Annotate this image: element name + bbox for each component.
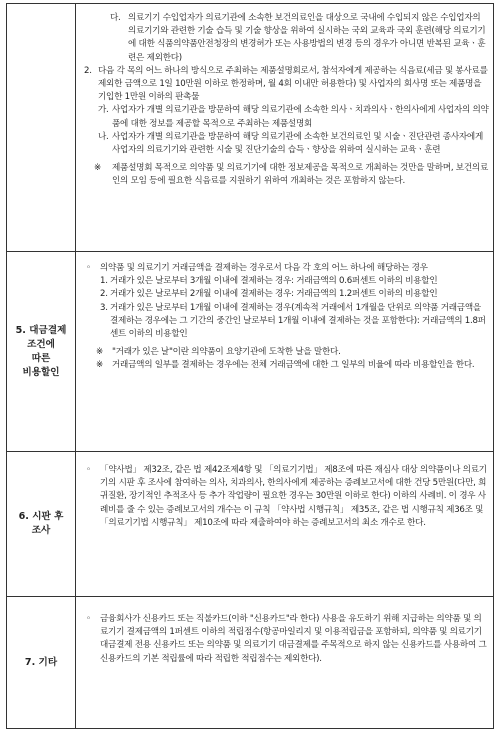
row-content-cell	[76, 252, 494, 452]
row-label-line: 따른	[31, 352, 51, 364]
row-label-line: 7. 기타	[24, 656, 58, 668]
item-text: 금융회사가 신용카드 또는 직불카드(이하 "신용카드"라 한다) 사용을 유도하기 위해 지급하는 의약품 및 의료기기 결제금액의 1퍼센트 이하의 적립점수(항공마일리지 및 이용적립금을 포함하되, 의약품 및 의료기기 대금결제 전용 신용카드 또는 의약품 및 의료기기 대금결제를 주목적으로 하지 않는 신용카드를 사용하여 그 신용카드의 기본 적립률에 따라 적립한 적립점수는 제외한다).	[100, 614, 487, 664]
row-label-cell	[7, 597, 76, 729]
list-item	[80, 613, 489, 666]
table-row	[7, 452, 494, 597]
item-marker: 2.	[100, 289, 108, 300]
table-row	[7, 4, 494, 252]
row-label-line: 조사	[31, 525, 51, 536]
item-text: 사업자가 개별 의료기관을 방문하여 해당 의료기관에 소속한 의사ㆍ치과의사ㆍ한의사에게 사업자의 의약품에 대한 정보를 제공할 목적으로 주최하는 제품설명회	[112, 105, 489, 129]
item-text: 「약사법」 제32조, 같은 법 제42조제4항 및 「의료기기법」 제8조에 따른 재심사 대상 의약품이나 의료기기의 시판 후 조사에 참여하는 의사, 치과의사, 한의사에게 제공하는 증례보고서에 대한 건당 5만원(다만, 희귀질환, 장기적인 추적조사 등 추가 작업량이 필요한 경우는 30만원 이하로 한다) 이하의 사례비. 이 경우 사례비를 줄 수 있는 증례보고서의 개수는 이 규칙 「약사법 시행규칙」 제35조, 같은 법 시행규칙 제36조 및 「의료기기법 시행규칙」 제10조에 따라 제출하여야 하는 증례보고서의 최소 개수로 한다.	[100, 465, 487, 528]
row-label-cell	[7, 452, 76, 597]
item-marker: ◦	[86, 263, 91, 273]
item-marker: 나.	[98, 131, 109, 142]
row-content-cell	[76, 4, 494, 252]
item-marker: 3.	[100, 302, 108, 313]
row-label-cell	[7, 4, 76, 252]
note-marker: ※	[96, 360, 103, 371]
table-row	[7, 597, 494, 729]
item-marker: 가.	[98, 105, 109, 116]
list-item	[80, 288, 489, 301]
list-item	[80, 131, 489, 157]
note-marker: ※	[96, 347, 103, 358]
item-text: 사업자가 개별 의료기관을 방문하여 해당 의료기관에 소속한 보건의료인 및 시술ㆍ진단관련 종사자에게 사업자의 의료기기와 관련한 시술 및 진단기술의 습득ㆍ향상을 위하여 실시하는 교육ㆍ훈련	[112, 131, 484, 156]
note-text: "거래가 있은 날"이란 의약품이 요양기관에 도착한 날을 말한다.	[112, 347, 341, 358]
row-content-cell	[76, 597, 494, 729]
item-text: 다음 각 목의 어느 하나의 방식으로 주최하는 제품설명회로서, 참석자에게 제공하는 식음료(세금 및 봉사료를 제외한 금액으로 1일 10만원 이하로 한정하며, 월 4회 이내만 허용한다) 및 사업자의 회사명 또는 제품명을 기입한 1만원 이하의 판촉물	[98, 65, 488, 103]
regulation-table	[6, 3, 494, 729]
row-label-line: 조건에	[27, 338, 55, 350]
table-row	[7, 252, 494, 452]
list-item	[80, 104, 489, 130]
note-text: 거래금액의 일부를 결제하는 경우에는 전체 거래금액에 대한 그 일부의 비율에 따라 비용할인을 한다.	[112, 360, 475, 371]
row-label-line: 비용할인	[22, 366, 60, 378]
list-item	[80, 12, 489, 65]
note-item	[80, 359, 489, 372]
row-content-cell	[76, 452, 494, 597]
item-marker: 1.	[100, 276, 108, 287]
row-label-line: 5. 대금결제	[15, 324, 67, 336]
list-item	[80, 464, 489, 530]
item-marker: ◦	[86, 465, 91, 475]
note-text: 제품설명회 목적으로 의약품 및 의료기기에 대한 정보제공을 목적으로 개최하는 것만을 말하며, 보건의료인의 모임 등에 필요한 식음료를 지원하기 위하여 개최하는 것은 포함하지 않는다.	[112, 163, 488, 187]
note-item	[80, 346, 489, 359]
item-marker: ◦	[86, 614, 91, 624]
item-marker: 다.	[110, 13, 121, 23]
note-item	[80, 162, 489, 188]
item-text: 거래가 있은 날로부터 3개월 이내에 결제하는 경우: 거래금액의 0.6퍼센트 이하의 비용할인	[110, 276, 438, 287]
item-marker: 2.	[84, 65, 92, 76]
list-item	[80, 275, 489, 288]
item-text: 의료기기 수입업자가 의료기관에 소속한 보건의료인을 대상으로 국내에 수입되지 않은 수입업자의 의료기기와 관련한 기술 습득 및 기술 향상을 위하여 실시하는 국외 교육과 국외 훈련(해당 의료기기에 대한 식품의약품안전청장의 변경허가 또는 사용방법의 변경 등의 경우가 아니면 반복된 교육ㆍ훈련은 제외한다)	[128, 13, 486, 63]
item-text: 거래가 있은 날로부터 2개월 이내에 결제하는 경우: 거래금액의 1.2퍼센트 이하의 비용할인	[110, 289, 438, 300]
note-marker: ※	[94, 163, 101, 174]
item-text: 거래가 있은 날로부터 1개월 이내에 결제하는 경우(계속적 거래에서 1개월을 단위로 의약품 거래금액을 결제하는 경우에는 그 기간의 중간인 날로부터 1개월 이내에 결제하는 것을 포함한다): 거래금액의 1.8퍼센트 이하의 비용할인	[110, 302, 486, 340]
list-item	[80, 262, 489, 275]
row-label-line: 6. 시판 후	[18, 511, 64, 522]
list-item	[80, 65, 489, 105]
list-item	[80, 302, 489, 342]
row-label-cell	[7, 252, 76, 452]
item-text: 의약품 및 의료기기 거래금액을 결제하는 경우로서 다음 각 호의 어느 하나에 해당하는 경우	[100, 263, 428, 273]
